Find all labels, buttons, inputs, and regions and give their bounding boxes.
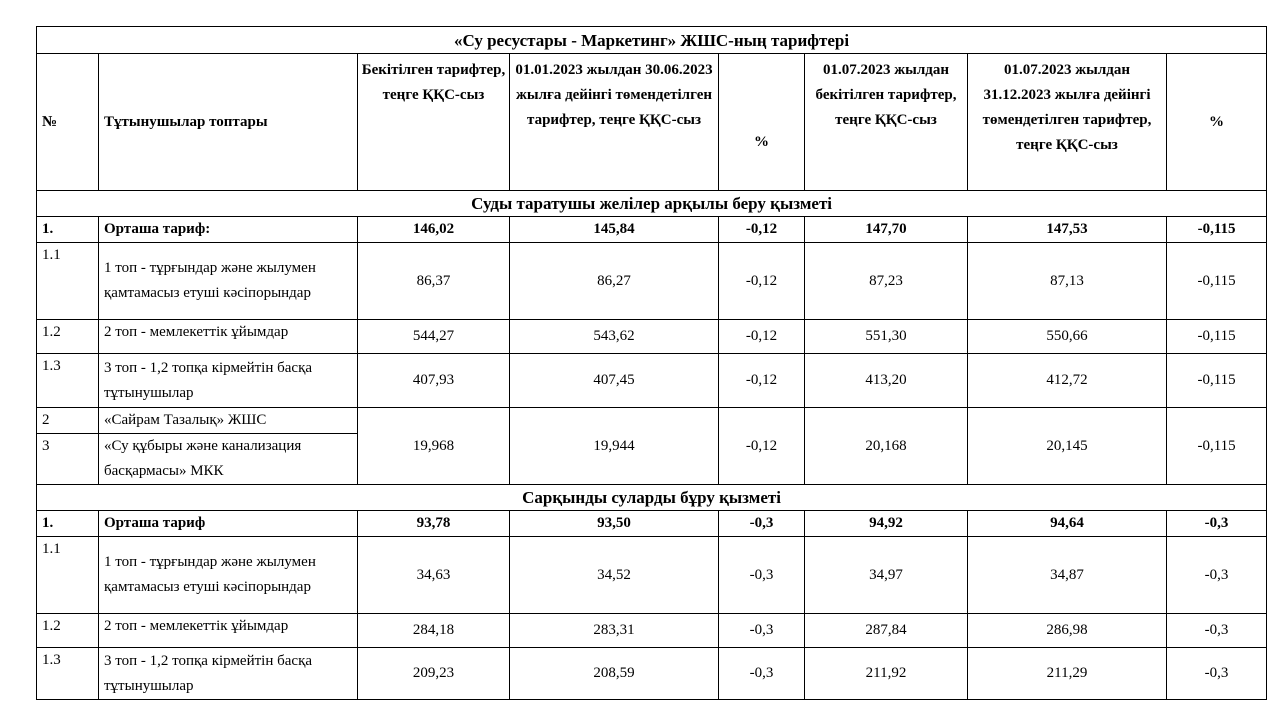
section-title: Суды таратушы желілер арқылы беру қызметі <box>37 191 1267 217</box>
cell-value: -0,115 <box>1167 354 1267 408</box>
cell-value: 550,66 <box>968 320 1167 354</box>
cell-num: 1.2 <box>37 320 99 354</box>
cell-name: 2 топ - мемлекеттік ұйымдар <box>99 614 358 648</box>
cell-value: 87,23 <box>805 243 968 320</box>
cell-value: 34,52 <box>510 537 719 614</box>
cell-value: 211,29 <box>968 648 1167 700</box>
table-row <box>37 537 1267 614</box>
table-row <box>37 408 1267 434</box>
cell-value: -0,12 <box>719 243 805 320</box>
cell-value: 94,64 <box>968 511 1167 537</box>
header-pct1: % <box>719 54 805 191</box>
cell-value: 407,93 <box>358 354 510 408</box>
cell-value: 19,944 <box>510 408 719 485</box>
cell-value: 544,27 <box>358 320 510 354</box>
section-row <box>37 191 1267 217</box>
cell-value: 208,59 <box>510 648 719 700</box>
cell-value: 20,145 <box>968 408 1167 485</box>
cell-value: 287,84 <box>805 614 968 648</box>
cell-value: 286,98 <box>968 614 1167 648</box>
cell-value: 551,30 <box>805 320 968 354</box>
cell-value: 145,84 <box>510 217 719 243</box>
table-title-row <box>37 27 1267 54</box>
cell-value: 146,02 <box>358 217 510 243</box>
cell-num: 1. <box>37 511 99 537</box>
cell-num: 1.3 <box>37 648 99 700</box>
cell-value: 211,92 <box>805 648 968 700</box>
cell-value: -0,12 <box>719 354 805 408</box>
cell-value: -0,3 <box>719 648 805 700</box>
cell-value: 283,31 <box>510 614 719 648</box>
cell-value: 93,78 <box>358 511 510 537</box>
cell-value: 34,87 <box>968 537 1167 614</box>
cell-value: 94,92 <box>805 511 968 537</box>
cell-num: 1.1 <box>37 243 99 320</box>
cell-name: 3 топ - 1,2 топқа кірмейтін басқа тұтынушылар <box>99 648 358 700</box>
cell-name: 1 топ - тұрғындар және жылумен қамтамасыз етуші кәсіпорындар <box>99 243 358 320</box>
cell-name: Орташа тариф: <box>99 217 358 243</box>
header-reduced-h2: 01.07.2023 жылдан 31.12.2023 жылға дейінгі төмендетілген тарифтер, теңге ҚҚС-сыз <box>968 54 1167 191</box>
cell-name: «Су құбыры және канализация басқармасы» МКК <box>99 434 358 485</box>
average-row <box>37 511 1267 537</box>
cell-value: 209,23 <box>358 648 510 700</box>
section-title: Сарқынды суларды бұру қызметі <box>37 485 1267 511</box>
cell-num: 3 <box>37 434 99 485</box>
cell-value: 93,50 <box>510 511 719 537</box>
header-num: № <box>37 54 99 191</box>
table-row <box>37 243 1267 320</box>
cell-value: -0,3 <box>719 537 805 614</box>
cell-name: 1 топ - тұрғындар және жылумен қамтамасыз етуші кәсіпорындар <box>99 537 358 614</box>
tariff-table <box>36 26 1267 700</box>
cell-value: -0,3 <box>1167 537 1267 614</box>
cell-num: 1.1 <box>37 537 99 614</box>
cell-num: 1. <box>37 217 99 243</box>
header-group: Тұтынушылар топтары <box>99 54 358 191</box>
cell-value: 86,27 <box>510 243 719 320</box>
header-row <box>37 54 1267 191</box>
cell-name: Орташа тариф <box>99 511 358 537</box>
cell-value: -0,115 <box>1167 217 1267 243</box>
cell-value: -0,12 <box>719 320 805 354</box>
cell-num: 1.3 <box>37 354 99 408</box>
table-title: «Су ресустары - Маркетинг» ЖШС-ның тарифтері <box>37 27 1267 54</box>
cell-value: -0,12 <box>719 408 805 485</box>
cell-num: 1.2 <box>37 614 99 648</box>
cell-value: 34,63 <box>358 537 510 614</box>
header-reduced-h1: 01.01.2023 жылдан 30.06.2023 жылға дейінгі төмендетілген тарифтер, теңге ҚҚС-сыз <box>510 54 719 191</box>
cell-value: -0,115 <box>1167 408 1267 485</box>
table-row <box>37 354 1267 408</box>
cell-value: 147,53 <box>968 217 1167 243</box>
cell-value: -0,3 <box>1167 511 1267 537</box>
cell-value: 19,968 <box>358 408 510 485</box>
section-row <box>37 485 1267 511</box>
cell-value: 147,70 <box>805 217 968 243</box>
cell-value: -0,3 <box>1167 648 1267 700</box>
cell-value: 413,20 <box>805 354 968 408</box>
average-row <box>37 217 1267 243</box>
cell-name: 2 топ - мемлекеттік ұйымдар <box>99 320 358 354</box>
cell-value: 412,72 <box>968 354 1167 408</box>
table-row <box>37 320 1267 354</box>
header-pct2: % <box>1167 54 1267 191</box>
cell-value: 20,168 <box>805 408 968 485</box>
cell-value: -0,3 <box>719 511 805 537</box>
cell-value: -0,115 <box>1167 243 1267 320</box>
cell-value: -0,12 <box>719 217 805 243</box>
cell-value: 543,62 <box>510 320 719 354</box>
cell-value: -0,3 <box>1167 614 1267 648</box>
cell-value: -0,3 <box>719 614 805 648</box>
header-approved-h2: 01.07.2023 жылдан бекітілген тарифтер, теңге ҚҚС-сыз <box>805 54 968 191</box>
cell-value: 86,37 <box>358 243 510 320</box>
cell-value: 407,45 <box>510 354 719 408</box>
cell-name: «Сайрам Тазалық» ЖШС <box>99 408 358 434</box>
table-row <box>37 648 1267 700</box>
cell-value: 34,97 <box>805 537 968 614</box>
cell-num: 2 <box>37 408 99 434</box>
cell-value: 87,13 <box>968 243 1167 320</box>
header-approved: Бекітілген тарифтер, теңге ҚҚС-сыз <box>358 54 510 191</box>
cell-value: -0,115 <box>1167 320 1267 354</box>
cell-value: 284,18 <box>358 614 510 648</box>
table-row <box>37 614 1267 648</box>
cell-name: 3 топ - 1,2 топқа кірмейтін басқа тұтынушылар <box>99 354 358 408</box>
